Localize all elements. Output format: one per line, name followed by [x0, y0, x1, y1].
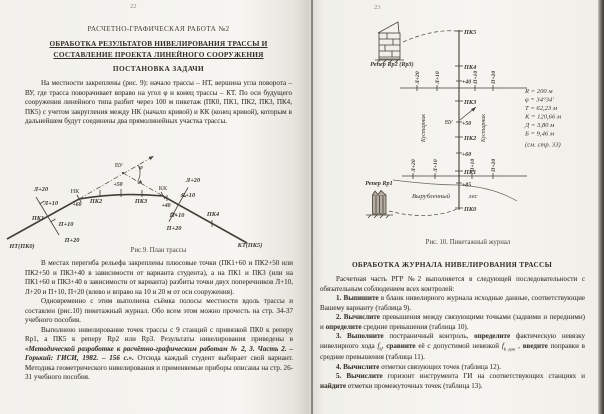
- figure-10-piketage-journal: [333, 20, 603, 235]
- fig9-label-r20-right: П+20: [166, 225, 182, 232]
- fig10-label-l20-bottom: Л+20: [411, 159, 417, 172]
- page-edge: [598, 0, 604, 414]
- fig10-label-shrub-right: Кустарник: [481, 113, 487, 143]
- list-item-2: 2. Вычислите превышения между связующими точками (задними и передними) и определите средние превышения (таблица 10).: [320, 313, 585, 331]
- left-lower-text-block: [25, 259, 293, 383]
- right-text-block: [320, 275, 585, 391]
- fig10-label-pk1: ПК1: [464, 169, 477, 176]
- list-item-3: 3. Выполните постраничный контроль, определите фактическую невязку нивелирного хода $f_h$, сравните её с допустимой невязкой $f_{h доп}$ , введите поправки в средние превышения (таблица 11).: [320, 332, 586, 362]
- fig9-label-plus40: +40: [161, 203, 171, 209]
- paragraph-2: В местах перегиба рельефа закреплены плюсовые точки (ПК1+60 и ПК2+50 или ПК2+50 и ПК3+40 в зависимости от варианта студента), а на ПК1 и ПК3 (или на ПК1+60 и ПК3+40 в зависимости от варианта) разбиты точки двух поперечников Л+10, Л+20 и П+10, П+20 (влево и вправо на 10 и 20 м от оси сооружения).: [25, 259, 293, 296]
- list-item-5: 5. Вычислите горизонт инструмента ГИ на соответствующих станциях и найдите отметки промежуточных точек (таблица 13).: [320, 372, 585, 390]
- fig10-label-r10-bottom: П+10: [470, 158, 476, 172]
- curve-param-D: Д = 3,80 м: [525, 122, 555, 129]
- section-heading: [25, 38, 292, 60]
- tie-line-rp2: [403, 31, 457, 42]
- fig10-label-r20-bottom: П+20: [491, 158, 497, 172]
- fig9-label-vu: ВУ: [114, 162, 124, 169]
- fig10-label-plus85: +85: [462, 182, 472, 189]
- fig10-label-forest-1: Вырубленный: [411, 193, 451, 200]
- fig10-label-vu: ВУ: [444, 119, 453, 126]
- fig9-label-l20-right: Л+20: [185, 177, 201, 184]
- curve-param-T: Т = 62,23 м: [525, 105, 558, 112]
- fig10-label-shrub-left: Кустарник: [421, 113, 427, 143]
- fig10-label-r20-top: П+20: [491, 70, 497, 84]
- page-number-right: 23: [374, 4, 381, 11]
- fig10-label-reper2: Репер Rp2 (Rp3): [370, 61, 414, 68]
- fig10-label-l20-top: Л+20: [415, 71, 421, 84]
- fig10-label-pk0: ПК0: [464, 206, 477, 213]
- fig9-label-r10-right: П+10: [169, 212, 185, 219]
- fig9-label-pk2: ПК2: [89, 198, 103, 205]
- fig10-label-pk2: ПК2: [464, 135, 477, 142]
- stump-rp1-symbol: [366, 191, 393, 219]
- fig10-label-pk3: ПК3: [464, 99, 477, 106]
- fig10-label-l10-bottom: Л+10: [433, 159, 439, 172]
- fig9-label-phi: φ: [139, 164, 143, 171]
- page-number-left: 22: [130, 3, 137, 10]
- section-heading-line2: СОСТАВЛЕНИЕ ПРОЕКТА ЛИНЕЙНОГО СООРУЖЕНИЯ: [53, 50, 264, 59]
- curve-param-see-page: (см. стр. 33): [525, 141, 561, 149]
- fig9-label-l10-right: Л+10: [180, 192, 196, 199]
- fig10-label-pk4: ПК4: [464, 64, 477, 71]
- figure-9-caption: Рис.9. План трассы: [130, 247, 187, 254]
- figure-10-caption: Рис. 10. Пикетажный журнал: [425, 239, 511, 246]
- processing-heading: ОБРАБОТКА ЖУРНАЛА НИВЕЛИРОВАНИЯ ТРАССЫ: [351, 260, 553, 269]
- fig9-label-kk: КК: [158, 185, 168, 192]
- fig9-label-l10-left: Л+10: [43, 200, 59, 207]
- curve-param-K: К = 120,66 м: [525, 113, 562, 121]
- curve-param-B: Б = 9,46 м: [525, 130, 555, 138]
- fig9-label-kt: КТ(ПК5): [237, 242, 263, 249]
- fig9-label-plus50: +50: [113, 182, 123, 188]
- fig9-label-r20-left: П+20: [64, 237, 80, 244]
- fig10-label-r10-top: П+10: [473, 70, 479, 84]
- tie-line-rp1: [389, 209, 457, 216]
- curve-param-phi: φ = 34°34′: [525, 96, 554, 104]
- fig9-label-plus60: +60: [72, 202, 82, 208]
- list-item-1: 1. Выпишите в бланк нивелирного журнала исходные данные, соответствующие Вашему варианту (таблица 9).: [320, 294, 586, 312]
- fig10-label-l10-top: Л+10: [435, 71, 441, 84]
- list-item-4: 4. Вычислите отметки связующих точек (таблица 12).: [336, 362, 501, 371]
- fig9-label-pk3: ПК3: [134, 198, 148, 205]
- fig10-label-pk5: ПК5: [464, 29, 477, 36]
- subsection-heading: ПОСТАНОВКА ЗАДАЧИ: [112, 64, 205, 73]
- fig10-label-forest-2: лес: [468, 193, 478, 200]
- fig10-label-plus40: +40: [462, 79, 472, 86]
- vu-arrow: [460, 107, 476, 120]
- book-spine: [311, 0, 313, 414]
- fig10-label-reper1: Репер Rp1: [365, 180, 393, 187]
- figure-9-route-plan: [2, 136, 294, 250]
- fig9-label-r10-left: П+10: [58, 221, 74, 228]
- fig9-label-pk1: ПК1: [31, 215, 45, 222]
- section-heading-line1: ОБРАБОТКА РЕЗУЛЬТАТОВ НИВЕЛИРОВАНИЯ ТРАССЫ И: [49, 39, 268, 48]
- fig9-label-nk: НК: [70, 188, 80, 195]
- intro-paragraph-block: [25, 79, 292, 127]
- work-title: РАСЧЕТНО-ГРАФИЧЕСКАЯ РАБОТА №2: [87, 24, 230, 33]
- fig10-label-plus50: +50: [462, 121, 472, 127]
- curve-param-R: R = 200 м: [525, 88, 553, 95]
- fig10-label-plus60: +60: [462, 152, 472, 158]
- paragraph-3: Одновременно с этим выполнена съёмка полосы местности вдоль трассы и составлен (рис.10) пикетажный журнал. Обо всем этом можно прочесть на стр. 34-37 учебного пособия.: [25, 297, 293, 324]
- fig9-label-pk4: ПК4: [206, 211, 220, 218]
- processing-intro: Расчетная часть РГР №2 выполняется в следующей последовательности с обязательным соблюдением всех контролей:: [320, 275, 585, 293]
- benchmark-rp2-symbol: [375, 22, 404, 63]
- paragraph-4: Выполнено нивелирование точек трассы с 9 станций с привязкой ПК0 к реперу Rp1, а ПК5 к реперу Rp2 или Rp3. Результаты нивелирования приведены в «Методической разработке к расчётно-графическим работам № 2, 3. Часть 2. – Горький: ГИСИ, 1982. – 156 с.». Отсюда каждый студент выбирает свой вариант. Методика геометрического нивелирования и применяемые приборы описаны на стр. 26-31 учебного пособия.: [25, 325, 293, 381]
- fig9-label-l20-left: Л+20: [33, 186, 49, 193]
- paragraph-1: На местности закреплены (рис. 9): начало трассы – НТ, вершина угла поворота – ВУ, где трасса поворачивает вправо на угол φ и конец трассы – КТ. По оси будущего сооружения линейного типа разбит через 100 м пикетаж (ПК0, ПК1, ПК2, ПК3, ПК4, ПК5) с учетом закругления между НК (начало кривой) и КК (конец кривой), которым в дальнейшем будут соединены два прямолинейных участка трассы.: [25, 79, 292, 125]
- fig9-label-nt: НТ(ПК0): [9, 243, 35, 250]
